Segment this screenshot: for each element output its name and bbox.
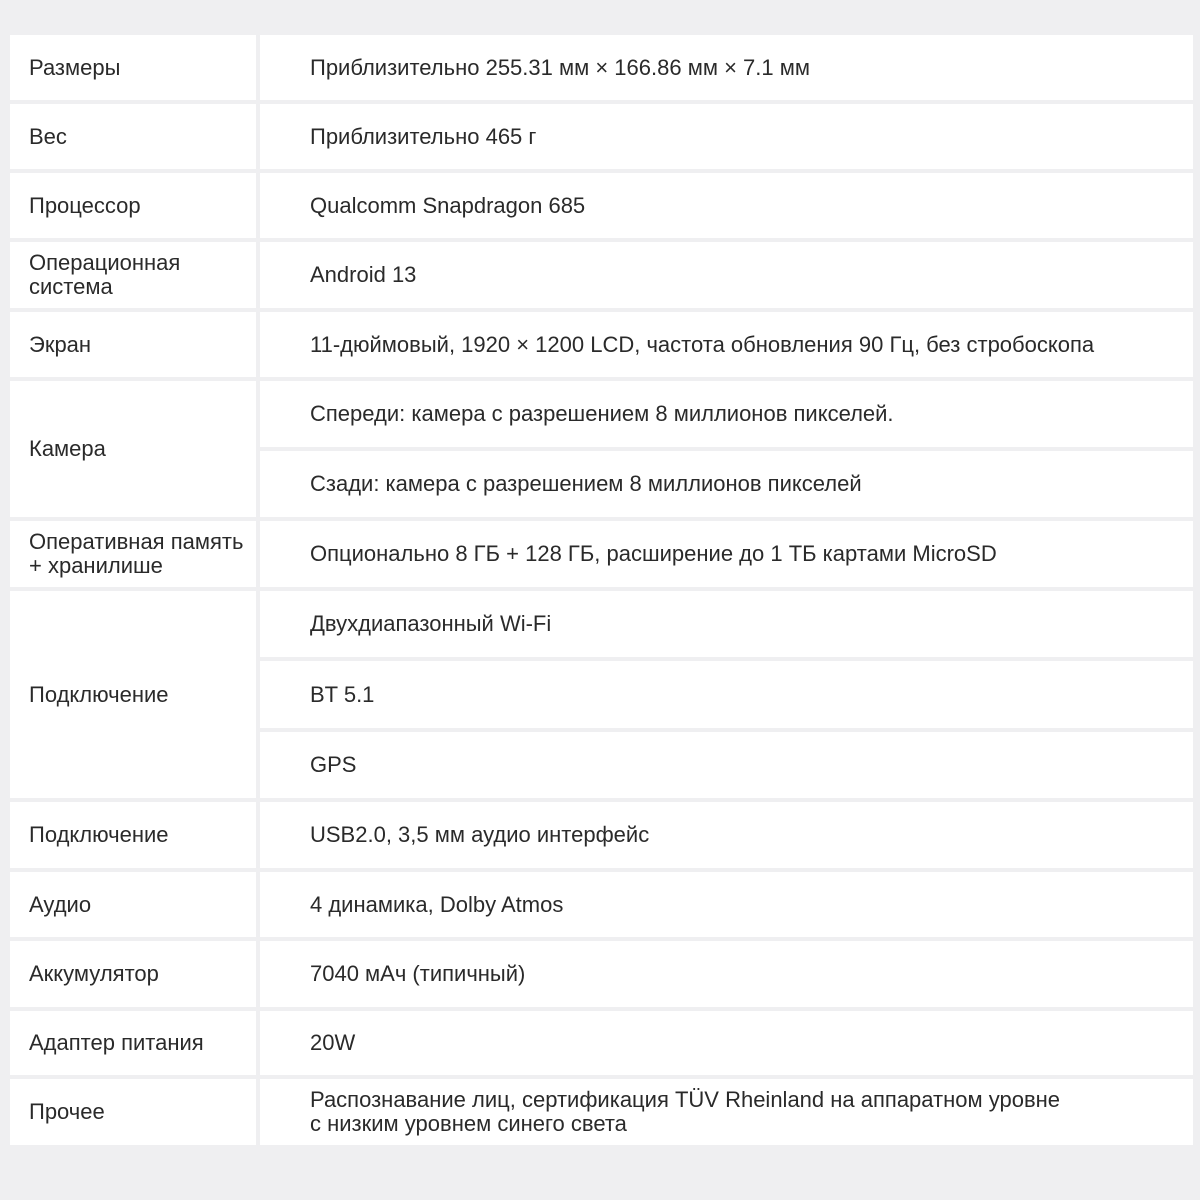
spec-row-battery [10,941,1193,1007]
spec-value: Двухдиапазонный Wi-Fi [260,591,1193,657]
spec-value: BT 5.1 [260,661,1193,728]
spec-values [260,872,1193,937]
spec-value: 7040 мАч (типичный) [260,941,1193,1007]
spec-value: 20W [260,1011,1193,1075]
spec-row-dimensions [10,35,1193,100]
spec-values [260,521,1193,587]
spec-row-power-adapter [10,1011,1193,1075]
spec-values [260,312,1193,377]
spec-label: Процессор [10,173,256,238]
spec-label: Оперативная память + хранилише [10,521,256,587]
spec-row-processor [10,173,1193,238]
spec-label: Камера [10,381,256,517]
spec-value: Распознавание лиц, сертификация TÜV Rheinland на аппаратном уровне с низким уровнем синего света [260,1079,1193,1145]
spec-value: GPS [260,732,1193,798]
spec-row-camera [10,381,1193,517]
spec-row-connectivity [10,591,1193,798]
spec-row-weight [10,104,1193,169]
spec-row-ports [10,802,1193,868]
spec-label: Подключение [10,591,256,798]
spec-row-os [10,242,1193,308]
spec-label: Операционная система [10,242,256,308]
spec-label: Адаптер питания [10,1011,256,1075]
spec-values [260,802,1193,868]
spec-table [10,35,1193,1149]
spec-label: Аккумулятор [10,941,256,1007]
spec-value: Приблизительно 255.31 мм × 166.86 мм × 7.1 мм [260,35,1193,100]
spec-label: Подключение [10,802,256,868]
spec-values [260,381,1193,517]
spec-values [260,591,1193,798]
spec-values [260,1079,1193,1145]
spec-values [260,1011,1193,1075]
spec-values [260,173,1193,238]
spec-values [260,242,1193,308]
spec-value: USB2.0, 3,5 мм аудио интерфейс [260,802,1193,868]
spec-value: Сзади: камера с разрешением 8 миллионов пикселей [260,451,1193,517]
spec-value: Android 13 [260,242,1193,308]
spec-values [260,941,1193,1007]
spec-label: Аудио [10,872,256,937]
spec-row-audio [10,872,1193,937]
spec-row-memory [10,521,1193,587]
spec-label: Вес [10,104,256,169]
spec-value: 4 динамика, Dolby Atmos [260,872,1193,937]
spec-value: Спереди: камера с разрешением 8 миллионов пикселей. [260,381,1193,447]
spec-label: Экран [10,312,256,377]
spec-row-screen [10,312,1193,377]
spec-values [260,104,1193,169]
spec-value: Опционально 8 ГБ + 128 ГБ, расширение до 1 ТБ картами MicroSD [260,521,1193,587]
spec-row-other [10,1079,1193,1145]
spec-value: 11-дюймовый, 1920 × 1200 LCD, частота обновления 90 Гц, без стробоскопа [260,312,1193,377]
spec-label: Размеры [10,35,256,100]
spec-values [260,35,1193,100]
spec-value: Qualcomm Snapdragon 685 [260,173,1193,238]
spec-label: Прочее [10,1079,256,1145]
spec-value: Приблизительно 465 г [260,104,1193,169]
